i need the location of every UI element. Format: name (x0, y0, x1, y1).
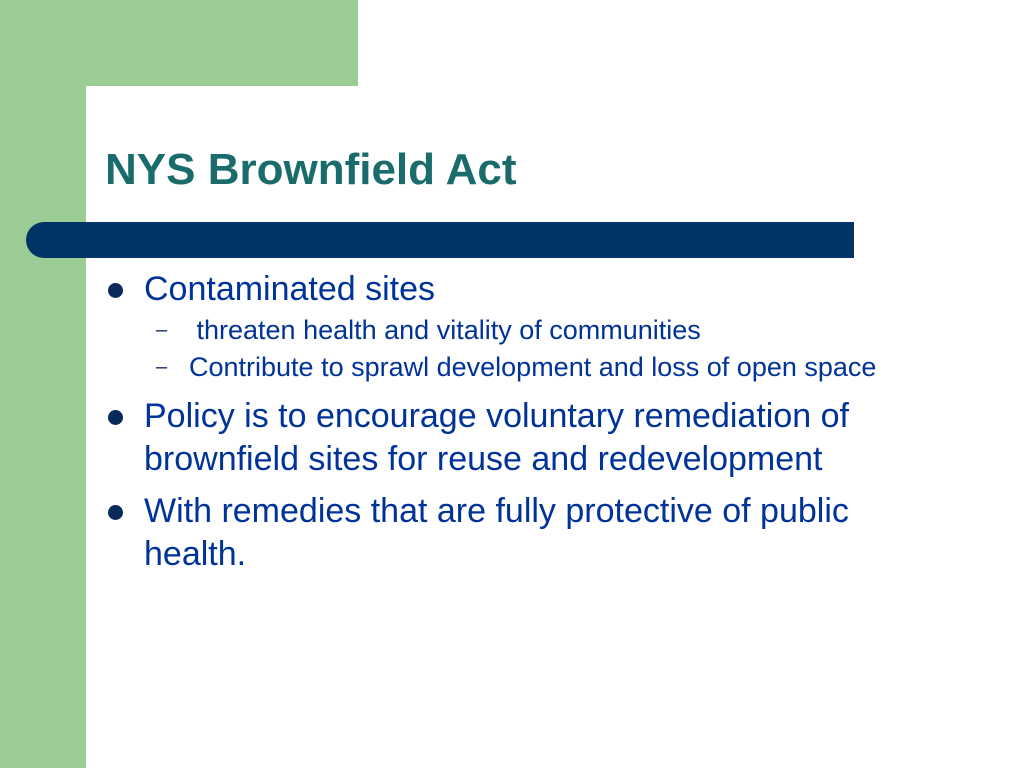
sub-bullet-item (100, 312, 940, 349)
sub-bullet-item (100, 349, 940, 386)
slide-title: NYS Brownfield Act (105, 145, 517, 194)
bullet-dot-icon (108, 505, 123, 520)
bullet-item (100, 395, 940, 481)
sub-bullet-text: Contribute to sprawl development and loss of open space (189, 352, 877, 382)
green-top-accent (0, 0, 358, 86)
bullet-dot-icon (108, 283, 123, 298)
green-side-accent (0, 0, 86, 768)
bullet-text: Contaminated sites (144, 270, 436, 308)
bullet-text: With remedies that are fully protective of public health. (144, 492, 849, 573)
bullet-text: Policy is to encourage voluntary remediation of brownfield sites for reuse and redevelopment (144, 397, 849, 478)
dash-icon: – (156, 356, 168, 378)
bullet-item (100, 268, 940, 311)
bullet-list (100, 268, 940, 576)
bullet-dot-icon (108, 410, 123, 425)
title-underline-bar (26, 222, 854, 258)
sub-bullet-text: threaten health and vitality of communities (189, 315, 701, 345)
dash-icon: – (156, 319, 168, 341)
bullet-item (100, 490, 940, 576)
